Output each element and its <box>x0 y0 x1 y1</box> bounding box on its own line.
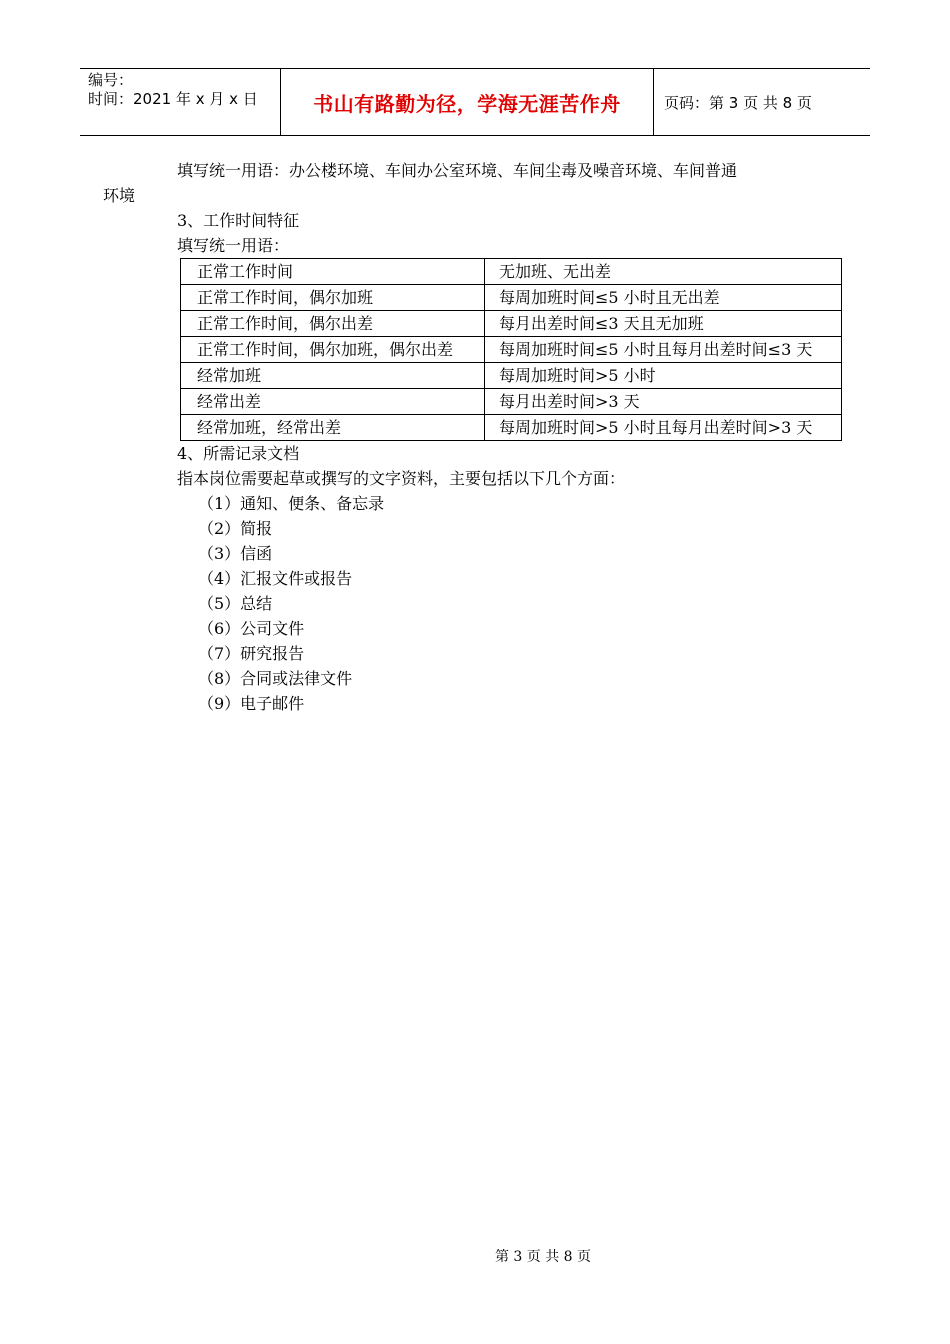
section-3-subtitle: 填写统一用语： <box>177 236 290 255</box>
section-4-title: 4、所需记录文档 <box>177 444 300 463</box>
list-item: （7）研究报告 <box>198 644 305 663</box>
header-motto: 书山有路勤为径，学海无涯苦作舟 <box>281 69 654 135</box>
table-cell: 经常加班，经常出差 <box>181 415 485 441</box>
list-item: （2）简报 <box>198 519 273 538</box>
table-row <box>181 389 842 415</box>
table-row <box>181 285 842 311</box>
work-time-table <box>180 258 842 441</box>
environment-line-2: 环境 <box>103 186 136 205</box>
table-cell: 每周加班时间≤5 小时且无出差 <box>485 285 842 311</box>
table-cell: 正常工作时间 <box>181 259 485 285</box>
list-item: （9）电子邮件 <box>198 694 305 713</box>
page-header <box>80 68 870 136</box>
table-cell: 正常工作时间，偶尔加班 <box>181 285 485 311</box>
table-cell: 无加班、无出差 <box>485 259 842 285</box>
document-type-list <box>140 491 860 716</box>
document-number-label: 编号： <box>88 71 134 89</box>
table-row <box>181 259 842 285</box>
table-cell: 正常工作时间，偶尔加班，偶尔出差 <box>181 337 485 363</box>
section-3-title: 3、工作时间特征 <box>177 211 300 230</box>
document-body <box>103 158 860 716</box>
table-cell: 每周加班时间>5 小时 <box>485 363 842 389</box>
table-row <box>181 311 842 337</box>
list-item: （8）合同或法律文件 <box>198 669 353 688</box>
list-item: （1）通知、便条、备忘录 <box>198 494 385 513</box>
list-item: （3）信函 <box>198 544 273 563</box>
list-item: （4）汇报文件或报告 <box>198 569 353 588</box>
document-date: 时间：2021 年 x 月 x 日 <box>88 90 258 108</box>
table-cell: 每月出差时间>3 天 <box>485 389 842 415</box>
list-item: （5）总结 <box>198 594 273 613</box>
header-page-number: 页码：第 3 页 共 8 页 <box>664 93 812 112</box>
table-row <box>181 363 842 389</box>
list-item: （6）公司文件 <box>198 619 305 638</box>
page-footer: 第 3 页 共 8 页 <box>494 1249 592 1265</box>
table-cell: 每月出差时间≤3 天且无加班 <box>485 311 842 337</box>
table-row <box>181 337 842 363</box>
header-meta <box>80 69 281 135</box>
table-cell: 每周加班时间≤5 小时且每月出差时间≤3 天 <box>485 337 842 363</box>
table-row <box>181 415 842 441</box>
table-cell: 正常工作时间，偶尔出差 <box>181 311 485 337</box>
environment-line-1: 填写统一用语：办公楼环境、车间办公室环境、车间尘毒及噪音环境、车间普通 <box>177 161 738 180</box>
table-cell: 经常出差 <box>181 389 485 415</box>
table-cell: 每周加班时间>5 小时且每月出差时间>3 天 <box>485 415 842 441</box>
section-4-description: 指本岗位需要起草或撰写的文字资料，主要包括以下几个方面： <box>177 469 626 488</box>
environment-paragraph <box>103 158 860 208</box>
table-cell: 经常加班 <box>181 363 485 389</box>
